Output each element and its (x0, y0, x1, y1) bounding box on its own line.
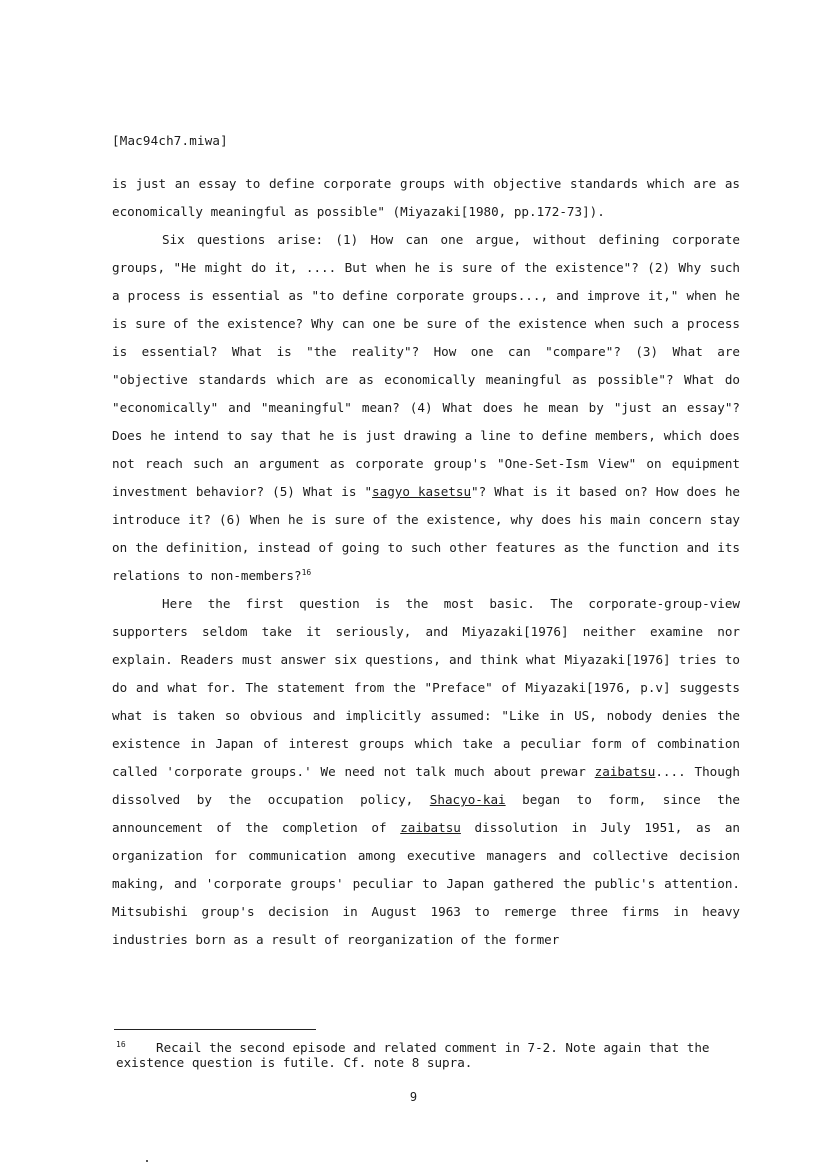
paragraph-text: dissolution in July 1951, as an organization for communication among executive managers and collective decision making, and 'corporate groups' peculiar to Japan gathered the public's attention. Mitsubishi group's decision in August 1963 to remerge three firms in heavy industries born as a result of reorganization of the former (112, 820, 740, 947)
footnote-separator (114, 1029, 316, 1030)
underlined-term-zaibatsu: zaibatsu (400, 820, 461, 835)
paragraph-first-question (112, 590, 740, 954)
paragraph-text: is just an essay to define corporate groups with objective standards which are as economically meaningful as possible" (Miyazaki[1980, pp.172-73]). (112, 176, 740, 219)
paragraph-text: Six questions arise: (1) How can one argue, without defining corporate groups, "He might do it, .... But when he is sure of the existence"? (2) Why such a process is essential as "to define corporate groups..., and improve it," when he is sure of the existence? Why can one be sure of the existence when such a process is essential? What is "the reality"? How one can "compare"? (3) What are "objective standards which are as economically meaningful as possible"? What do "economically" and "meaningful" mean? (4) What does he mean by "just an essay"? Does he intend to say that he is just drawing a line to define members, which does not reach such an argument as corporate group's "One-Set-Ism View" on equipment investment behavior? (5) What is " (112, 232, 740, 499)
paragraph-text: "? What is it based on? How does he introduce it? (6) When he is sure of the existence, why does his main concern stay on the definition, instead of going to such other features as the function and its relations to non-members? (112, 484, 740, 583)
underlined-term-sagyo-kasetsu: sagyo kasetsu (372, 484, 472, 499)
footnote-reference: 16 (301, 567, 312, 577)
scan-speck (146, 1160, 148, 1162)
page-number: 9 (409, 1090, 418, 1104)
underlined-term-shacyo-kai: Shacyo-kai (429, 792, 506, 807)
paragraph-text: Here the first question is the most basic. The corporate-group-view supporters seldom take it seriously, and Miyazaki[1976] neither examine nor explain. Readers must answer six questions, and think what Miyazaki[1976] tries to do and what for. The statement from the "Preface" of Miyazaki[1976, p.v] suggests what is taken so obvious and implicitly assumed: "Like in US, nobody denies the existence in Japan of interest groups which take a peculiar form of combination called 'corporate groups.' We need not talk much about prewar (112, 596, 740, 779)
paragraph-continuation (112, 170, 740, 226)
footnote-text: Recail the second episode and related comment in 7-2. Note again that the existence question is futile. Cf. note 8 supra. (116, 1040, 710, 1070)
paragraph-text: began to form, since the announcement of the completion of (112, 792, 740, 835)
footnote (116, 1040, 742, 1070)
file-code-header: [Mac94ch7.miwa] (112, 133, 228, 148)
paragraph-text: .... Though dissolved by the occupation policy, (112, 764, 741, 807)
footnote-marker: 16 (116, 1039, 126, 1049)
underlined-term-zaibatsu: zaibatsu (594, 764, 656, 779)
paragraph-six-questions (112, 226, 740, 590)
body-text (112, 170, 740, 954)
